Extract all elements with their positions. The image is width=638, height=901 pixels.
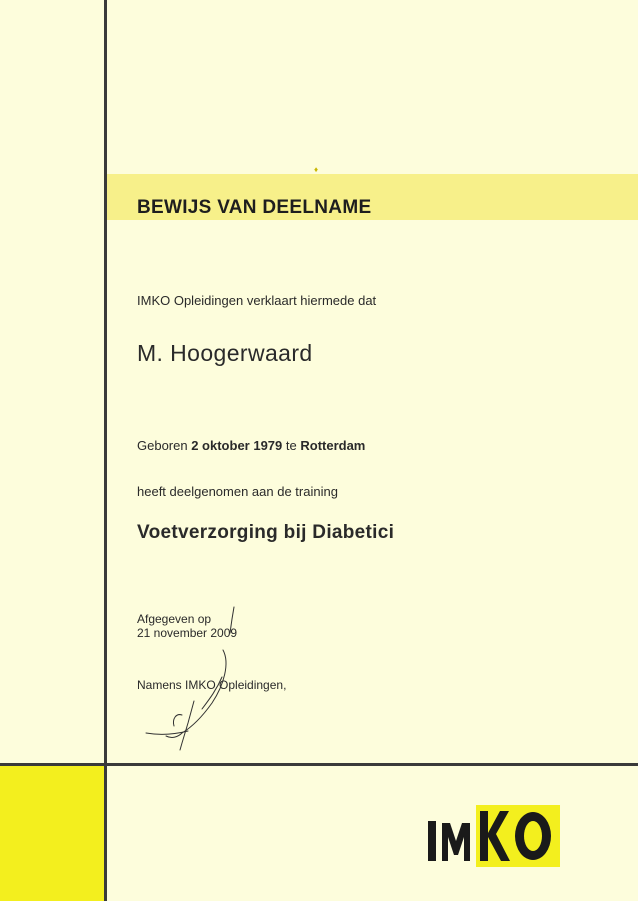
intro-text: IMKO Opleidingen verklaart hiermede dat (137, 293, 377, 308)
certificate-title: BEWIJS VAN DEELNAME (137, 197, 372, 218)
born-prefix: Geboren (137, 438, 188, 453)
signature-icon (138, 605, 248, 755)
birth-line (137, 438, 365, 453)
birth-date: 2 oktober 1979 (191, 438, 283, 453)
born-mid: te (285, 438, 297, 453)
decorative-mark-icon: ♦ (314, 165, 319, 174)
training-intro: heeft deelgenomen aan de training (137, 484, 338, 499)
birth-place: Rotterdam (300, 438, 366, 453)
imko-logo (426, 803, 562, 869)
on-behalf-text: Namens IMKO Opleidingen, (137, 678, 287, 692)
issued-date: 21 november 2009 (137, 626, 238, 640)
course-title: Voetverzorging bij Diabetici (137, 522, 395, 543)
corner-yellow-block (0, 766, 104, 901)
issued-label: Afgegeven op (137, 612, 212, 626)
recipient-name: M. Hoogerwaard (137, 340, 313, 366)
